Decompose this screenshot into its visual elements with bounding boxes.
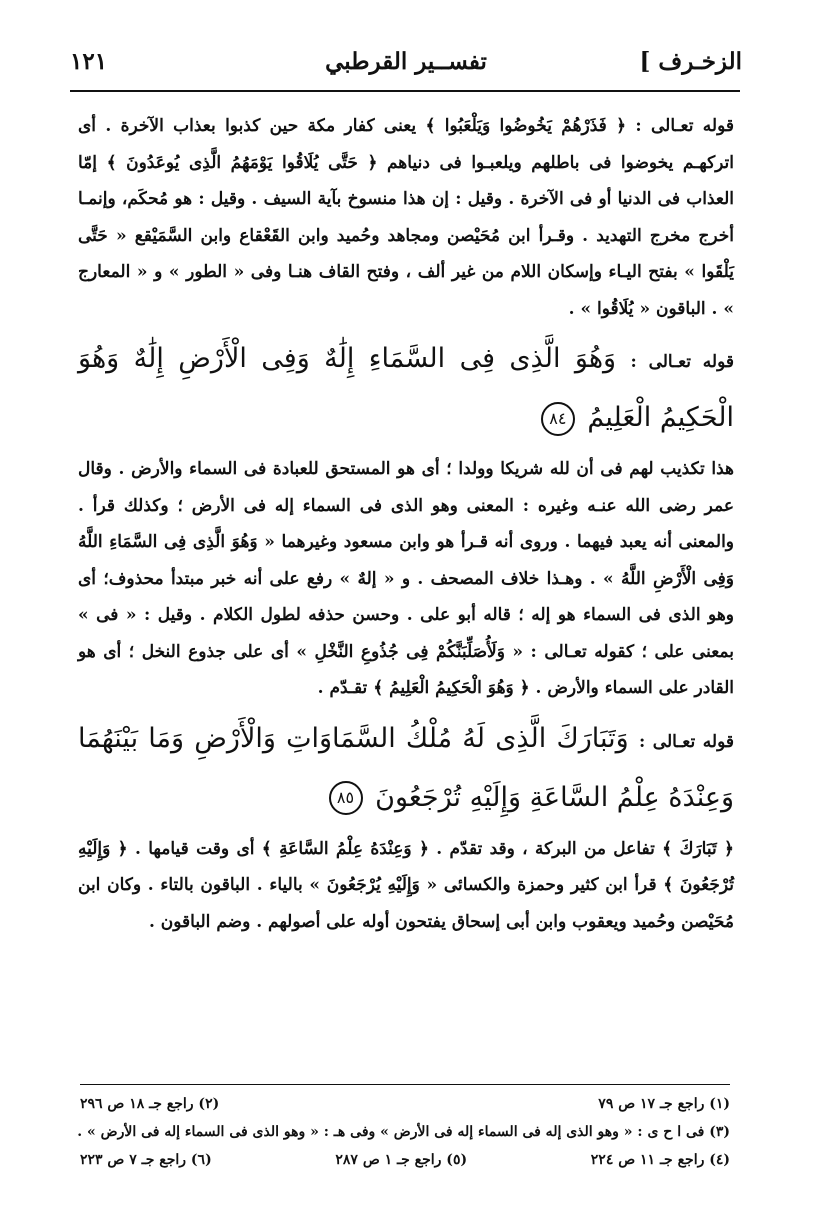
verse-text: وَهُوَ الَّذِى فِى السَّمَاءِ إِلَٰهٌ وَفِى الْأَرْضِ إِلَٰهٌ وَهُوَ الْحَكِيمُ الْعَلِيمُ <box>78 343 734 433</box>
page-number: ١٢١ <box>70 48 108 75</box>
header-divider <box>70 90 740 92</box>
paragraph-commentary-85: ﴿ تَبَارَكَ ﴾ تفاعل من البركة ، وقد تقدّم . ﴿ وَعِنْدَهُ عِلْمُ السَّاعَةِ ﴾ أى وقت قيامها . ﴿ وَإِلَيْهِ تُرْجَعُونَ ﴾ قرأ ابن كثير وحمزة والكسائى « وَإِلَيْهِ يُرْجَعُونَ » بالياء . الباقون بالتاء . وكان ابن مُحَيْصن وحُميد ويعقوب وابن أبى إسحاق يفتحون أوله على أصولهم . وضم الباقون . <box>78 838 734 932</box>
book-title: تفســير القرطبي <box>325 48 487 75</box>
footnote-3: (٣) فى ا ح ى : « وهو الذى إله فى السماء إله فى الأرض » وفى هـ : « وهو الذى فى السماء إله فى الأرض » . <box>77 1124 730 1140</box>
footnote-4: (٤) راجع جـ ١١ ص ٢٢٤ <box>590 1152 730 1168</box>
verse-number-badge: ٨٥ <box>329 781 363 815</box>
footnotes <box>77 1090 730 1174</box>
footnote-5: (٥) راجع جـ ١ ص ٢٨٧ <box>335 1152 468 1168</box>
verse-lead-in: قوله تعـالى : <box>630 352 734 372</box>
verse-text: وَتَبَارَكَ الَّذِى لَهُ مُلْكُ السَّمَاوَاتِ وَالْأَرْضِ وَمَا بَيْنَهُمَا وَعِنْدَهُ عِلْمُ السَّاعَةِ وَإِلَيْهِ تُرْجَعُونَ <box>78 722 734 813</box>
footnote-divider <box>80 1084 730 1085</box>
verse-lead-in: قوله تعـالى : <box>638 731 734 752</box>
footnote-1: (١) راجع جـ ١٧ ص ٧٩ <box>598 1096 730 1112</box>
running-header <box>70 40 742 90</box>
footnote-row <box>80 1146 730 1174</box>
page-body <box>78 108 734 940</box>
chapter-name: الزخـرف ] <box>639 48 742 75</box>
verse-number-badge: ٨٤ <box>541 402 575 436</box>
quran-verse-85 <box>78 711 734 825</box>
quran-verse-84 <box>78 331 734 445</box>
footnote-2: (٢) راجع جـ ١٨ ص ٢٩٦ <box>80 1096 220 1112</box>
paragraph-commentary-83: قوله تعـالى : ﴿ فَذَرْهُمْ يَخُوضُوا وَيَلْعَبُوا ﴾ يعنى كفار مكة حين كذبوا بعذاب الآخرة . أى اتركهـم يخوضوا فى باطلهم ويلعبـوا فى دنياهم ﴿ حَتَّى يُلَاقُوا يَوْمَهُمُ الَّذِى يُوعَدُونَ ﴾ إمّا العذاب فى الدنيا أو فى الآخرة . وقيل : إن هذا منسوخ بآية السيف . وقيل : هو مُحكَم، وإنمـا أخرج مخرج التهديد . وقـرأ ابن مُحَيْصن ومجاهد وحُميد وابن القَعْقاع وابن السَّمَيْقع « حَتَّى يَلْقَوا » بفتح اليـاء وإسكان اللام من غير ألف ، وفتح القاف هنـا وفى « الطور » و « المعارج » . الباقون « يُلَاقُوا » . <box>78 116 734 319</box>
footnote-row <box>80 1090 730 1118</box>
footnote-6: (٦) راجع جـ ٧ ص ٢٢٣ <box>80 1152 212 1168</box>
paragraph-commentary-84: هذا تكذيب لهم فى أن لله شريكا وولدا ؛ أى هو المستحق للعبادة فى السماء والأرض . وقال عمر رضى الله عنـه وغيره : المعنى وهو الذى فى السماء إله فى الأرض ؛ وكذلك قرأ . والمعنى أنه يعبد فيهما . وروى أنه قـرأ هو وابن مسعود وغيرهما « وَهُوَ الَّذِى فِى السَّمَاءِ اللَّهُ وَفِى الْأَرْضِ اللَّهُ » . وهـذا خلاف المصحف . و « إلهٌ » رفع على أنه خبر مبتدأ محذوف؛ أى وهو الذى فى السماء هو إله ؛ قاله أبو على . وحسن حذفه لطول الكلام . وقيل : « فى » بمعنى على ؛ كقوله تعـالى : « وَلَأُصَلِّبَنَّكُمْ فِى جُذُوعِ النَّخْلِ » أى على جذوع النخل ؛ أى هو القادر على السماء والأرض . ﴿ وَهُوَ الْحَكِيمُ الْعَلِيمُ ﴾ تقـدّم . <box>78 459 735 698</box>
